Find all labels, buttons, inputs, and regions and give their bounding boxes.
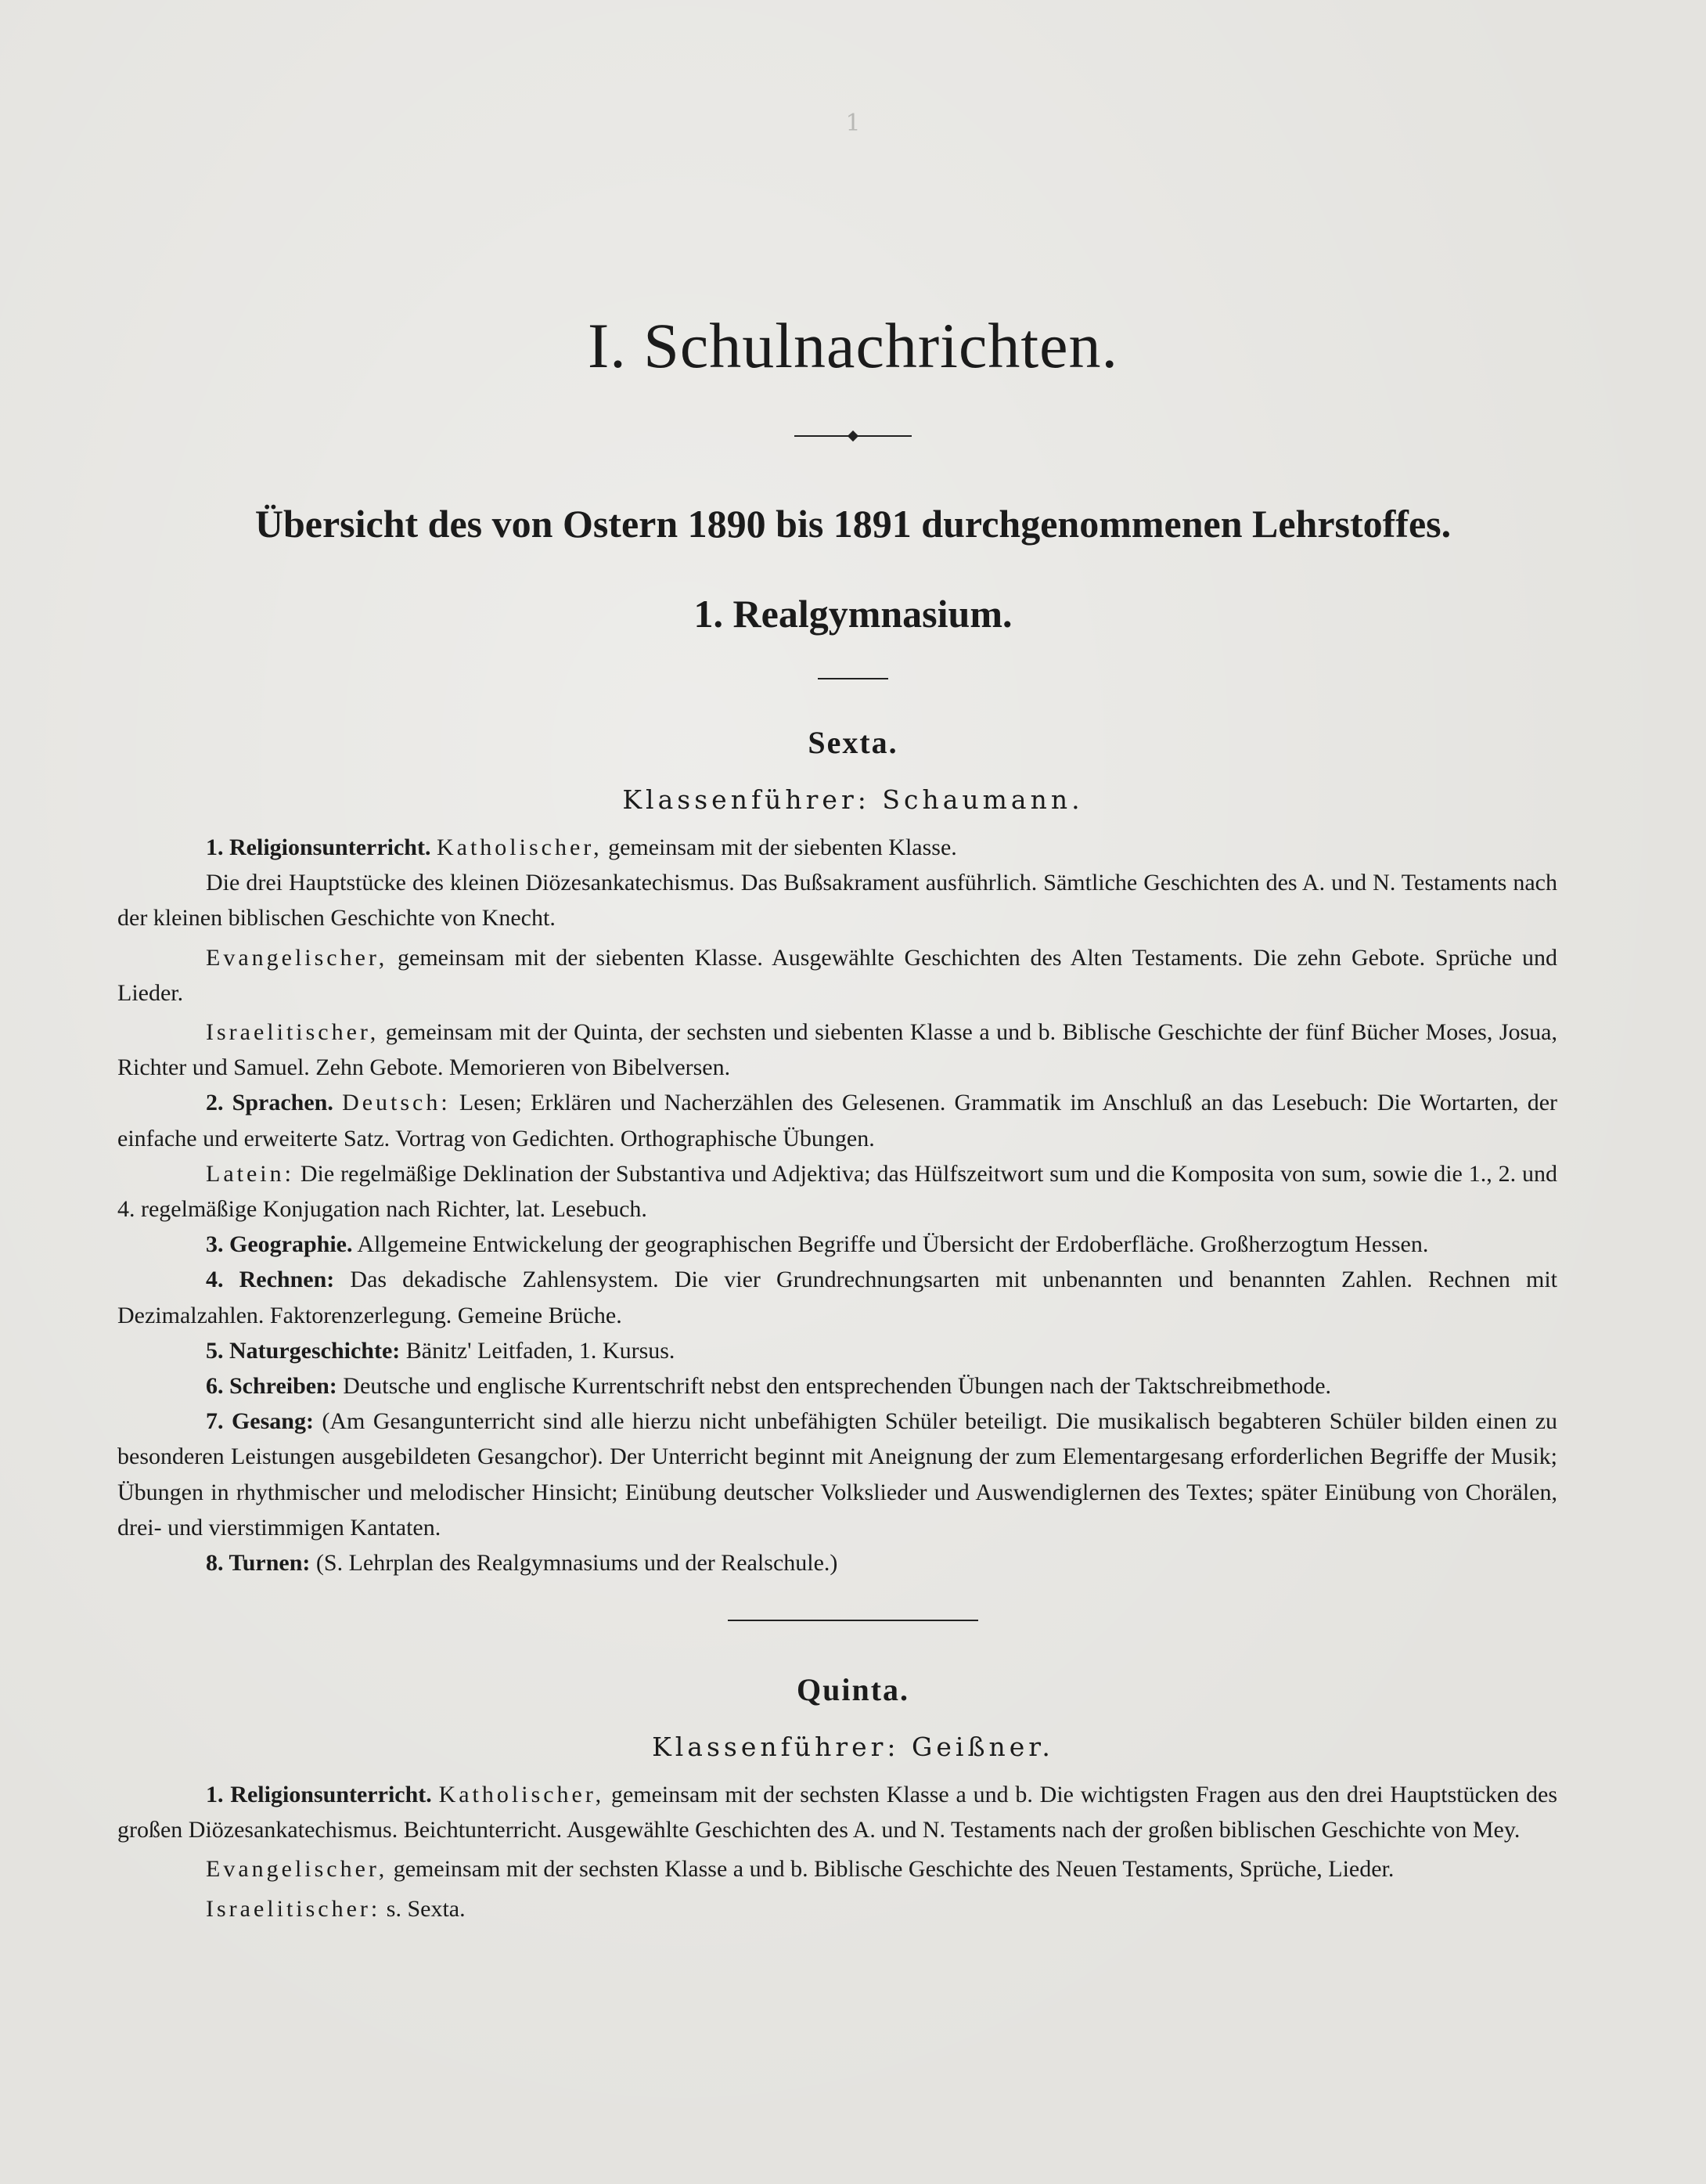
sexta-gymnastics-label: 8. Turnen: — [206, 1550, 311, 1577]
sexta-religion-label: 1. Religionsunterricht. — [206, 834, 431, 860]
quinta-religion-label: 1. Religionsunterricht. — [206, 1782, 432, 1807]
quinta-class-leader: Klassenführer: Geißner. — [652, 1732, 1054, 1762]
quinta-israelite-text: s. Sexta. — [386, 1895, 466, 1922]
sexta-german-label: Deutsch: — [342, 1090, 451, 1116]
sexta-catholic-text: gemeinsam mit der siebenten Klasse. — [608, 834, 957, 860]
page-number: 1 — [845, 110, 861, 137]
quinta-religion-catholic — [117, 1777, 1557, 1847]
quinta-religion-israelite — [117, 1891, 1557, 1926]
title-ornament-rule — [794, 435, 912, 437]
quinta-curriculum — [117, 1777, 1557, 1926]
sexta-curriculum — [117, 830, 1557, 1580]
sexta-natural-history — [117, 1333, 1557, 1368]
sexta-catholic-details — [117, 865, 1557, 935]
sexta-latin-text: Die regelmäßige Deklination der Substantiva und Adjektiva; das Hülfszeitwort sum und die Komposita von sum, sowie die 1., 2. und 4. regelmäßige Konjugation nach Richter, lat. Lesebuch. — [117, 1160, 1558, 1223]
sexta-gymnastics — [117, 1545, 1557, 1580]
sexta-german-text: Lesen; Erklären und Nacherzählen des Gelesenen. Grammatik im Anschluß an das Lesebuch: Die Wortarten, der einfache und erweiterte Satz. Vortrag von Gedichten. Orthographische Übungen. — [117, 1090, 1558, 1151]
sexta-class-leader: Klassenführer: Schaumann. — [622, 784, 1084, 815]
sexta-gymnastics-text: (S. Lehrplan des Realgymnasiums und der Realschule.) — [315, 1550, 838, 1577]
quinta-catholic-label: Katholischer, — [438, 1782, 605, 1807]
quinta-israelite-label: Israelitischer: — [206, 1895, 381, 1922]
sexta-latin-label: Latein: — [206, 1160, 294, 1187]
sexta-israelite-text: gemeinsam mit der Quinta, der sechsten und siebenten Klasse a und b. Biblische Geschichte der fünf Bücher Moses, Josua, Richter und Samuel. Zehn Gebote. Memorieren von Bibelversen. — [117, 1019, 1558, 1081]
sexta-arithmetic-label: 4. Rechnen: — [206, 1267, 335, 1293]
quinta-evangelical-text: gemeinsam mit der sechsten Klasse a und b. Biblische Geschichte des Neuen Testaments, Sprüche, Lieder. — [393, 1856, 1395, 1883]
sexta-natural-history-label: 5. Naturgeschichte: — [206, 1337, 401, 1364]
overview-heading: Übersicht des von Ostern 1890 bis 1891 durchgenommenen Lehrstoffes. — [254, 502, 1452, 546]
sexta-title: Sexta. — [808, 725, 898, 760]
sexta-religion-israelite — [117, 1015, 1557, 1085]
sexta-singing-text: (Am Gesangunterricht sind alle hierzu nicht unbefähigten Schüler beteiligt. Die musikalisch begabteren Schüler bilden einen zu besonderen Leistungen ausgebildeten Gesangchor). Der Unterricht beginnt mit Aneignung der zum Elementargesang erforderlichen Begriffe der Musik; Übungen in rhythmischer und melodischer Hinsicht; Einübung deutscher Volkslieder und Auswendiglernen des Textes; später Einübung von Chorälen, drei- und vierstimmigen Kantaten. — [117, 1408, 1558, 1541]
sexta-israelite-label: Israelitischer, — [206, 1019, 380, 1046]
sexta-religion-catholic — [117, 830, 1557, 865]
sexta-geography-text: Allgemeine Entwickelung der geographischen Begriffe und Übersicht der Erdoberfläche. Großherzogtum Hessen. — [357, 1231, 1429, 1258]
sexta-natural-history-text: Bänitz' Leitfaden, 1. Kursus. — [405, 1337, 675, 1364]
sexta-arithmetic-text: Das dekadische Zahlensystem. Die vier Grundrechnungsarten mit unbenannten und benannten Zahlen. Rechnen mit Dezimalzahlen. Faktorenzerlegung. Gemeine Brüche. — [117, 1267, 1558, 1328]
sexta-arithmetic — [117, 1262, 1557, 1332]
section-divider-rule — [728, 1620, 978, 1621]
quinta-religion-evangelical — [117, 1851, 1557, 1887]
sexta-languages-german — [117, 1085, 1557, 1155]
quinta-evangelical-label: Evangelischer, — [206, 1856, 388, 1883]
sexta-geography — [117, 1227, 1557, 1262]
sexta-languages-label: 2. Sprachen. — [206, 1090, 333, 1116]
sexta-singing-label: 7. Gesang: — [206, 1408, 314, 1435]
quinta-catholic-text: gemeinsam mit der sechsten Klasse a und b. Die wichtigsten Fragen aus den drei Hauptstücken des großen Diözesankatechismus. Beichtunterricht. Ausgewählte Geschichten des A. und N. Testaments nach der großen biblischen Geschichte von Mey. — [117, 1782, 1558, 1843]
sexta-writing-label: 6. Schreiben: — [206, 1373, 337, 1400]
school-heading: 1. Realgymnasium. — [693, 592, 1013, 636]
quinta-title: Quinta. — [796, 1672, 910, 1707]
sexta-religion-evangelical — [117, 940, 1557, 1011]
school-rule — [818, 678, 888, 679]
sexta-languages-latin — [117, 1156, 1557, 1227]
sexta-writing-text: Deutsche und englische Kurrentschrift nebst den entsprechenden Übungen nach der Taktschreibmethode. — [343, 1373, 1332, 1400]
sexta-evangelical-label: Evangelischer, — [206, 944, 388, 971]
sexta-catholic-details-text: Die drei Hauptstücke des kleinen Diözesankatechismus. Das Bußsakrament ausführlich. Sämtliche Geschichten des A. und N. Testaments nach der kleinen biblischen Geschichte von Knecht. — [117, 870, 1557, 932]
main-title: I. Schulnachrichten. — [587, 310, 1119, 381]
sexta-catholic-label: Katholischer, — [436, 834, 603, 860]
sexta-writing — [117, 1368, 1557, 1404]
sexta-evangelical-text: gemeinsam mit der siebenten Klasse. Ausgewählte Geschichten des Alten Testaments. Die zehn Gebote. Sprüche und Lieder. — [117, 944, 1557, 1006]
sexta-singing — [117, 1404, 1557, 1545]
sexta-geography-label: 3. Geographie. — [206, 1231, 353, 1258]
